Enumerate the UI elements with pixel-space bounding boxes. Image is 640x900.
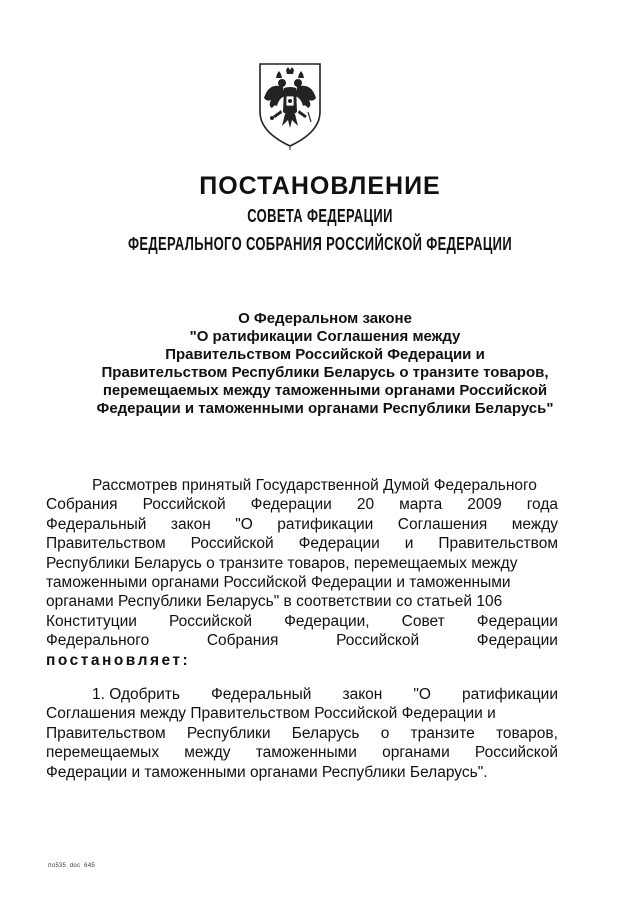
text-line bbox=[46, 592, 558, 611]
word: товаров, bbox=[495, 724, 558, 742]
word: Федеральный bbox=[46, 515, 147, 533]
word: органами bbox=[382, 744, 450, 762]
word: Рассмотрев принятый Государственной Думой Федерального bbox=[92, 477, 537, 494]
word: между bbox=[184, 744, 231, 762]
subject-line: О Федеральном законе bbox=[238, 310, 412, 327]
coat-of-arms-icon bbox=[255, 60, 325, 150]
resolution-verb: постановляет: bbox=[46, 651, 191, 669]
text-line bbox=[46, 763, 558, 782]
text-line bbox=[46, 554, 558, 573]
word: Соглашения bbox=[397, 515, 488, 533]
word: Федерального bbox=[46, 632, 150, 650]
word: Беларусь bbox=[291, 724, 360, 742]
word: 1. Одобрить bbox=[92, 686, 180, 703]
word: Конституции bbox=[46, 612, 137, 630]
word: года bbox=[526, 496, 558, 514]
text-line bbox=[46, 685, 558, 704]
text-line bbox=[46, 612, 558, 631]
word: таможенными bbox=[255, 744, 357, 762]
word: Федерации и таможенными органами Республики Беларусь". bbox=[46, 763, 488, 781]
word: Республики bbox=[186, 724, 271, 742]
word: и bbox=[404, 535, 414, 553]
word: Российской bbox=[142, 496, 226, 514]
text-line bbox=[46, 495, 558, 514]
issuer-line-2: ФЕДЕРАЛЬНОГО СОБРАНИЯ РОССИЙСКОЙ ФЕДЕРАЦИИ bbox=[127, 234, 513, 254]
word: Соглашения между Правительством Российской Федерации и bbox=[46, 705, 496, 723]
document-title: ПОСТАНОВЛЕНИЕ bbox=[199, 172, 441, 200]
word: "О bbox=[235, 515, 253, 533]
word: органами Республики Беларусь" в соответствии со статьей 106 bbox=[46, 593, 503, 611]
word: между bbox=[511, 515, 558, 533]
word: таможенными органами Российской Федерации и таможенными bbox=[46, 574, 511, 592]
text-line bbox=[46, 573, 558, 592]
text-line bbox=[46, 704, 558, 723]
document-header bbox=[0, 170, 640, 258]
text-line bbox=[46, 743, 558, 762]
word: Российской bbox=[336, 632, 420, 650]
word: транзите bbox=[410, 724, 475, 742]
word: Российской bbox=[474, 744, 558, 762]
word: ратификации bbox=[461, 686, 558, 703]
word: ратификации bbox=[277, 515, 374, 533]
word: Федерации, bbox=[284, 612, 370, 630]
word: перемещаемых bbox=[46, 744, 160, 762]
word: Федерации bbox=[476, 612, 558, 630]
issuer-line-1: СОВЕТА ФЕДЕРАЦИИ bbox=[247, 206, 393, 226]
subject-line: Правительством Российской Федерации и bbox=[165, 346, 485, 363]
word: Российской bbox=[168, 612, 253, 630]
word: Российской bbox=[190, 535, 274, 553]
word: Совет bbox=[401, 612, 445, 630]
text-line bbox=[46, 515, 558, 534]
word: "О bbox=[413, 686, 431, 703]
word: Правительством bbox=[46, 535, 166, 553]
word: Федерации bbox=[250, 496, 332, 514]
word: Собрания bbox=[46, 496, 118, 514]
subject-line: перемещаемых между таможенными органами Российской bbox=[102, 382, 548, 399]
word: о bbox=[380, 724, 390, 742]
text-line bbox=[46, 534, 558, 553]
word: Республики Беларусь о транзите товаров, перемещаемых между bbox=[46, 554, 518, 572]
text-line bbox=[46, 631, 558, 650]
document-subject bbox=[40, 310, 610, 418]
subject-line: Правительством Республики Беларусь о транзите товаров, bbox=[101, 364, 549, 381]
preamble-paragraph bbox=[46, 476, 558, 670]
word: 2009 bbox=[467, 496, 502, 514]
word: Правительством bbox=[46, 724, 166, 742]
word: Федерации bbox=[476, 632, 558, 650]
subject-line: "О ратификации Соглашения между bbox=[189, 328, 461, 345]
resolution-item-1 bbox=[46, 685, 558, 782]
subject-line: Федерации и таможенными органами Республики Беларусь" bbox=[96, 400, 554, 417]
word: 20 bbox=[356, 496, 375, 514]
text-line bbox=[46, 476, 558, 495]
word: марта bbox=[399, 496, 443, 514]
text-line bbox=[46, 724, 558, 743]
word: Собрания bbox=[206, 632, 279, 650]
word: Правительством bbox=[438, 535, 558, 553]
word: закон bbox=[170, 515, 211, 533]
document-reference: по535 doc 645 bbox=[48, 862, 95, 869]
word: Федерации bbox=[298, 535, 380, 553]
word: закон bbox=[342, 686, 383, 703]
word: Федеральный bbox=[210, 686, 312, 703]
